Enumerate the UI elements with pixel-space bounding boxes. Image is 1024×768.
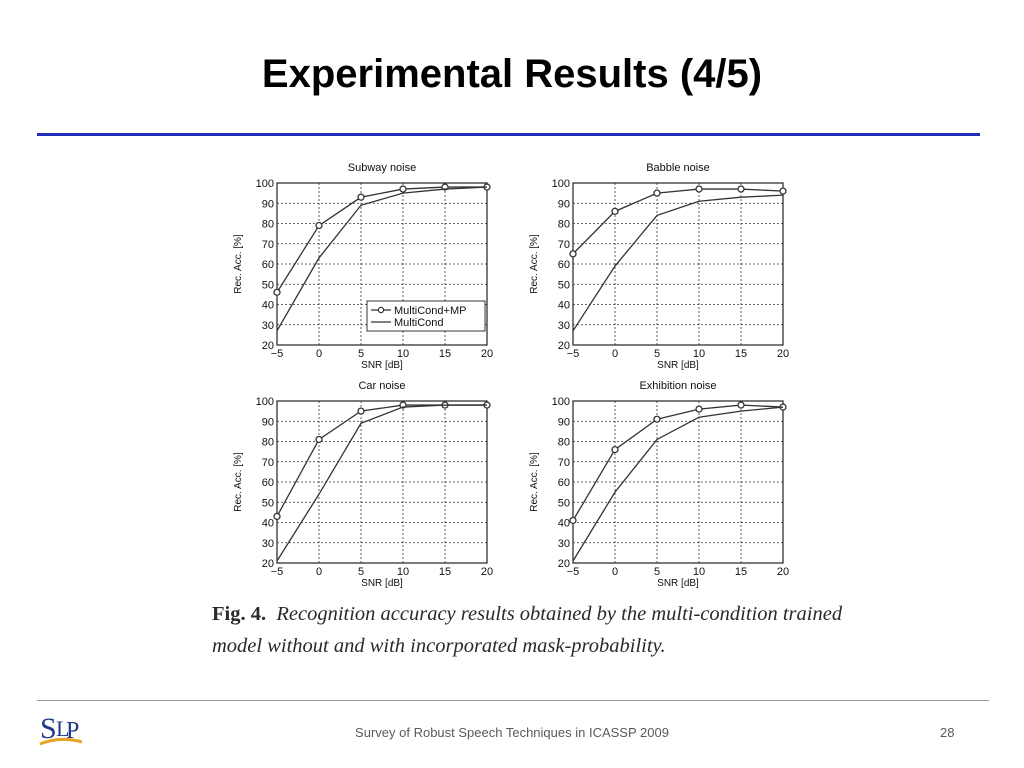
y-tick-label: 90: [261, 416, 274, 429]
y-tick-label: 50: [557, 279, 570, 292]
data-point-multicond-mp: [358, 408, 364, 414]
footer-text: Survey of Robust Speech Techniques in ICASSP 2009: [355, 725, 669, 740]
y-axis-label: Rec. Acc. [%]: [529, 452, 540, 512]
title-divider: [37, 133, 980, 136]
x-tick-label: 5: [653, 566, 661, 578]
y-tick-label: 60: [261, 259, 274, 271]
x-axis-label: SNR [dB]: [361, 578, 403, 589]
x-tick-label: −5: [566, 348, 580, 360]
x-tick-label: 10: [692, 348, 706, 360]
footer-divider: [37, 700, 989, 701]
series-line-multicond: [573, 407, 783, 561]
y-tick-label: 30: [557, 319, 570, 332]
slide-title: Experimental Results (4/5): [261, 52, 763, 96]
data-point-multicond-mp: [274, 513, 280, 519]
data-point-multicond-mp: [358, 194, 364, 200]
x-tick-label: 0: [611, 566, 619, 578]
svg-text:S: S: [40, 712, 57, 745]
y-tick-label: 50: [261, 279, 274, 292]
data-point-multicond-mp: [274, 289, 280, 295]
x-tick-label: −5: [270, 566, 284, 578]
chart-subway-noise: [225, 155, 515, 375]
y-tick-label: 100: [551, 178, 570, 190]
y-tick-label: 60: [557, 259, 570, 271]
y-tick-label: 40: [261, 517, 274, 530]
x-tick-label: 5: [653, 348, 661, 360]
data-point-multicond-mp: [780, 188, 786, 194]
page-number: 28: [940, 725, 955, 740]
y-tick-label: 80: [557, 218, 570, 231]
y-tick-label: 90: [557, 198, 570, 211]
chart-title: Babble noise: [646, 162, 710, 174]
y-tick-label: 90: [557, 416, 570, 429]
svg-text:L: L: [56, 716, 70, 741]
y-tick-label: 70: [557, 238, 570, 251]
x-tick-label: −5: [566, 566, 580, 578]
y-tick-label: 70: [261, 238, 274, 251]
y-tick-label: 80: [557, 436, 570, 449]
y-axis-label: Rec. Acc. [%]: [233, 452, 244, 512]
svg-text:P: P: [66, 718, 80, 744]
x-tick-label: 15: [438, 566, 452, 578]
data-point-multicond-mp: [570, 251, 576, 257]
y-tick-label: 30: [557, 537, 570, 550]
y-tick-label: 20: [557, 340, 570, 352]
x-axis-label: SNR [dB]: [657, 360, 699, 371]
data-point-multicond-mp: [654, 190, 660, 196]
x-axis-label: SNR [dB]: [657, 578, 699, 589]
data-point-multicond-mp: [612, 208, 618, 214]
y-tick-label: 20: [261, 340, 274, 352]
chart-babble-noise: [521, 155, 811, 375]
y-tick-label: 70: [261, 456, 274, 469]
y-tick-label: 50: [261, 497, 274, 510]
chart-title: Subway noise: [347, 162, 417, 174]
x-tick-label: 20: [776, 348, 790, 360]
y-tick-label: 100: [551, 396, 570, 408]
x-tick-label: −5: [270, 348, 284, 360]
figure-caption-label: Fig. 4.: [212, 603, 267, 625]
legend-marker-multicond-mp: [378, 307, 383, 312]
x-tick-label: 20: [480, 566, 494, 578]
y-tick-label: 100: [255, 396, 274, 408]
series-line-multicond-mp: [277, 405, 487, 516]
data-point-multicond-mp: [316, 436, 322, 442]
x-tick-label: 0: [315, 566, 323, 578]
y-tick-label: 40: [557, 299, 570, 312]
series-line-multicond: [277, 405, 487, 561]
y-tick-label: 30: [261, 537, 274, 550]
y-axis-label: Rec. Acc. [%]: [529, 234, 540, 294]
figure-caption: [212, 598, 852, 662]
chart-title: Exhibition noise: [639, 380, 717, 392]
series-line-multicond-mp: [573, 189, 783, 254]
y-tick-label: 50: [557, 497, 570, 510]
y-axis-label: Rec. Acc. [%]: [233, 234, 244, 294]
x-tick-label: 20: [776, 566, 790, 578]
y-tick-label: 20: [261, 558, 274, 570]
x-tick-label: 5: [357, 566, 365, 578]
series-line-multicond: [573, 195, 783, 331]
legend-label-multicond-mp: MultiCond+MP: [394, 305, 467, 317]
y-tick-label: 80: [261, 436, 274, 449]
x-tick-label: 0: [315, 348, 323, 360]
data-point-multicond-mp: [654, 416, 660, 422]
x-tick-label: 0: [611, 348, 619, 360]
y-tick-label: 100: [255, 178, 274, 190]
data-point-multicond-mp: [696, 186, 702, 192]
x-tick-label: 10: [396, 566, 410, 578]
chart-title: Car noise: [358, 380, 406, 392]
series-line-multicond-mp: [573, 405, 783, 520]
figure-charts: [225, 155, 805, 595]
y-tick-label: 30: [261, 319, 274, 332]
x-tick-label: 15: [734, 348, 748, 360]
x-tick-label: 15: [734, 566, 748, 578]
y-tick-label: 70: [557, 456, 570, 469]
x-tick-label: 10: [396, 348, 410, 360]
x-tick-label: 10: [692, 566, 706, 578]
data-point-multicond-mp: [738, 186, 744, 192]
data-point-multicond-mp: [316, 223, 322, 229]
data-point-multicond-mp: [400, 186, 406, 192]
y-tick-label: 40: [261, 299, 274, 312]
y-tick-label: 40: [557, 517, 570, 530]
x-tick-label: 5: [357, 348, 365, 360]
data-point-multicond-mp: [696, 406, 702, 412]
x-axis-label: SNR [dB]: [361, 360, 403, 371]
y-tick-label: 90: [261, 198, 274, 211]
legend-label-multicond: MultiCond: [394, 317, 444, 329]
data-point-multicond-mp: [738, 402, 744, 408]
x-tick-label: 20: [480, 348, 494, 360]
y-tick-label: 60: [557, 477, 570, 489]
y-tick-label: 20: [557, 558, 570, 570]
y-tick-label: 60: [261, 477, 274, 489]
chart-car-noise: [225, 373, 515, 593]
chart-exhibition-noise: [521, 373, 811, 593]
data-point-multicond-mp: [612, 447, 618, 453]
y-tick-label: 80: [261, 218, 274, 231]
figure-caption-text: Recognition accuracy results obtained by the multi-condition trained model without and with incorporated mask-probability.: [212, 603, 843, 657]
data-point-multicond-mp: [570, 517, 576, 523]
x-tick-label: 15: [438, 348, 452, 360]
